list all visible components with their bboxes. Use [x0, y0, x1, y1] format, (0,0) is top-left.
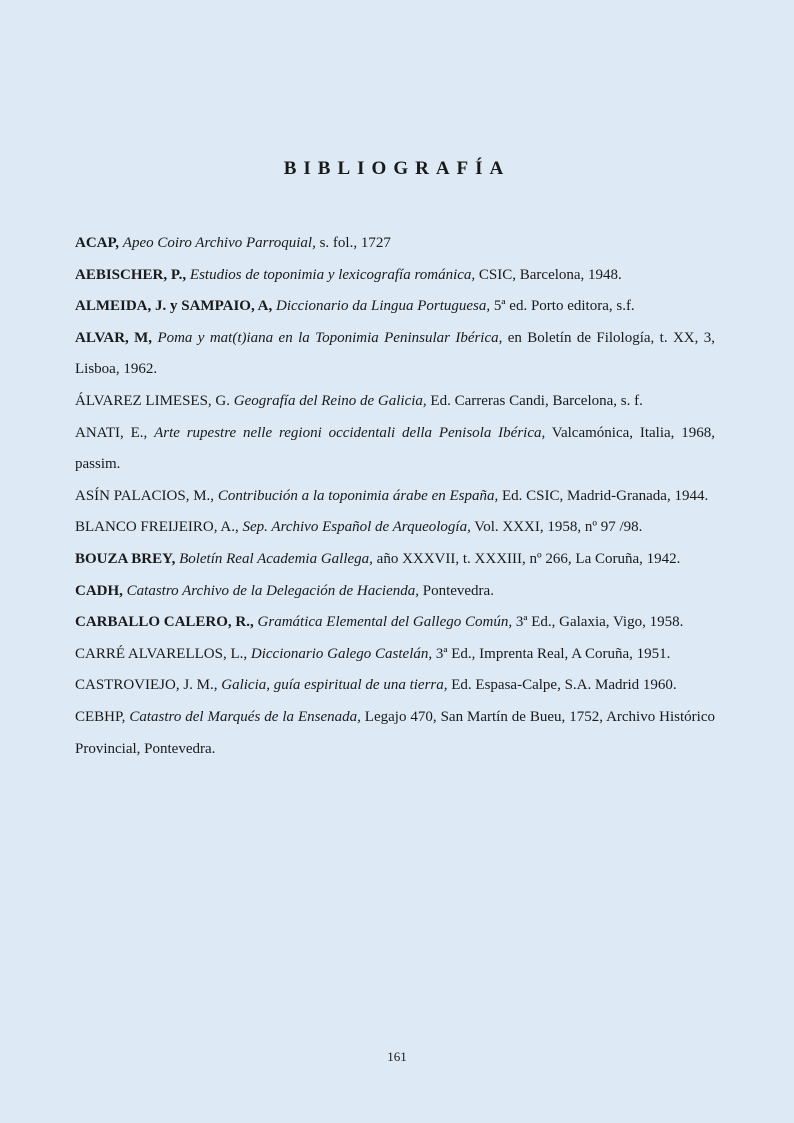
entry-work-title: Gramática Elemental del Gallego Común,: [257, 614, 513, 631]
entry-author: BOUZA BREY,: [75, 550, 176, 567]
bibliography-entry: [75, 323, 715, 386]
entry-work-title: Catastro del Marqués de la Ensenada,: [129, 708, 361, 725]
entry-author: CADH,: [75, 582, 123, 599]
entry-author: ACAP,: [75, 235, 120, 251]
entry-details: 5ª ed. Porto editora, s.f.: [490, 298, 635, 315]
entry-details: s. fol., 1727: [315, 235, 391, 251]
bibliography-entry: [75, 702, 715, 765]
bibliography-entry: [75, 386, 715, 418]
entry-details: año XXXVII, t. XXXIII, nº 266, La Coruña, 1942.: [372, 550, 681, 567]
bibliography-list: [75, 228, 715, 765]
entry-author: ALMEIDA, J. y SAMPAIO, A,: [75, 298, 273, 315]
entry-details: Pontevedra.: [418, 582, 494, 599]
entry-details: Ed. CSIC, Madrid-Granada, 1944.: [498, 487, 709, 504]
bibliography-entry: [75, 291, 715, 323]
entry-work-title: Galicia, guía espiritual de una tierra,: [221, 677, 448, 694]
entry-author: CARBALLO CALERO, R.,: [75, 614, 254, 631]
bibliography-entry: [75, 607, 715, 639]
entry-work-title: Catastro Archivo de la Delegación de Hacienda,: [126, 582, 419, 599]
entry-work-title: Contribución a la toponimia árabe en España,: [217, 487, 499, 504]
bibliography-entry: [75, 228, 715, 260]
entry-details: Legajo 470, San Martín de Bueu, 1752, Archivo Histórico Provincial, Pontevedra.: [75, 708, 715, 757]
bibliography-entry: [75, 639, 715, 671]
entry-author: AEBISCHER, P.,: [75, 266, 187, 283]
entry-details: Valcamónica, Italia, 1968, passim.: [75, 424, 715, 473]
entry-work-title: Sep. Archivo Español de Arqueología,: [242, 519, 471, 536]
bibliography-entry: [75, 670, 715, 702]
entry-details: 3ª Ed., Imprenta Real, A Coruña, 1951.: [432, 645, 671, 662]
entry-details: Ed. Carreras Candi, Barcelona, s. f.: [426, 392, 643, 409]
entry-author: CARRÉ ALVARELLOS, L.,: [75, 645, 248, 662]
entry-author: ASÍN PALACIOS, M.,: [75, 487, 215, 504]
entry-author: BLANCO FREIJEIRO, A.,: [75, 519, 239, 536]
entry-author: ÁLVAREZ LIMESES, G.: [75, 392, 231, 409]
entry-work-title: Diccionario Galego Castelán,: [250, 645, 433, 662]
bibliography-entry: [75, 576, 715, 608]
bibliography-entry: [75, 512, 715, 544]
entry-work-title: Apeo Coiro Archivo Parroquial,: [122, 235, 316, 251]
entry-details: 3ª Ed., Galaxia, Vigo, 1958.: [512, 614, 684, 631]
page-title: BIBLIOGRAFÍA: [283, 158, 511, 179]
entry-work-title: Arte rupestre nelle regioni occidentali della Penisola Ibérica,: [154, 424, 546, 441]
entry-work-title: Estudios de toponimia y lexicografía románica,: [189, 266, 476, 283]
bibliography-entry: [75, 481, 715, 513]
entry-author: CEBHP,: [75, 708, 126, 725]
entry-work-title: Poma y mat(t)iana en la Toponimia Peninsular Ibérica,: [157, 329, 503, 346]
bibliography-entry: [75, 260, 715, 292]
entry-author: ALVAR, M,: [75, 329, 153, 346]
entry-details: Vol. XXXI, 1958, nº 97 /98.: [470, 519, 643, 536]
entry-author: ANATI, E.,: [75, 424, 148, 441]
entry-work-title: Geografía del Reino de Galicia,: [233, 392, 427, 409]
entry-author: CASTROVIEJO, J. M.,: [75, 677, 218, 694]
entry-details: Ed. Espasa-Calpe, S.A. Madrid 1960.: [447, 677, 677, 694]
entry-work-title: Diccionario da Lingua Portuguesa,: [275, 298, 491, 315]
bibliography-entry: [75, 544, 715, 576]
entry-work-title: Boletín Real Academia Gallega,: [179, 550, 373, 567]
entry-details: en Boletín de Filología, t. XX, 3, Lisboa, 1962.: [75, 329, 715, 378]
entry-details: CSIC, Barcelona, 1948.: [475, 266, 622, 283]
page-number: 161: [387, 1049, 407, 1064]
bibliography-entry: [75, 418, 715, 481]
